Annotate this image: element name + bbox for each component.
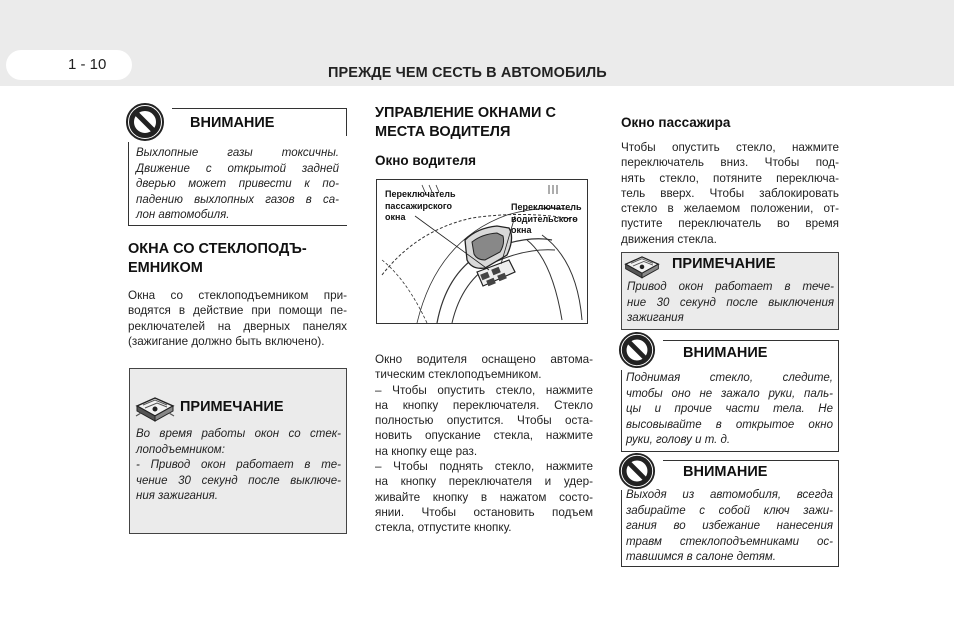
no-entry-icon (618, 331, 656, 369)
warning-title: ВНИМАНИЕ (683, 345, 768, 361)
page-number: 1 - 10 (6, 50, 132, 80)
note-title: ПРИМЕЧАНИЕ (180, 399, 284, 415)
warning-title: ВНИМАНИЕ (683, 464, 768, 480)
note-title-right: ПРИМЕЧАНИЕ (672, 256, 776, 272)
warning-left-rule (128, 142, 129, 226)
book-note-icon (133, 392, 177, 424)
label-passenger-switch: Переключатель пассажирского окна (385, 189, 456, 222)
body-driver-window: Окно водителя оснащено автома- тическим стеклоподъемником. – Чтобы опустить стекло, нажмите на кнопку переключателя. Стекло полностью опустится. Чтобы оста- новить опускание стекла, нажмите на кнопку еще раз. – Чтобы поднять стекло, нажмите на кнопку переключателя и удер- живайте кнопку в нажатом состо- янии. Чтобы остановить подъем стекла, отпустите кнопку. (375, 353, 593, 535)
heading-power-windows: ОКНА СО СТЕКЛОПОДЪ- ЕМНИКОМ (128, 241, 307, 276)
warning-bottom-rule (128, 225, 347, 226)
section-title: ПРЕЖДЕ ЧЕМ СЕСТЬ В АВТОМОБИЛЬ (328, 65, 607, 81)
no-entry-icon (618, 452, 656, 490)
body-passenger-window: Чтобы опустить стекло, нажмите переключатель вниз. Чтобы под- нять стекло, потяните переключа- тель вверх. Чтобы заблокировать стекло в желаемом положении, от- пустите переключатель во время движения стекла. (621, 141, 839, 246)
window-switch-figure (376, 179, 588, 324)
no-entry-icon (125, 102, 165, 142)
note-text: Во время работы окон со стек- лоподъемником: - Привод окон работает в те- чение 30 секунд после выключе- ния зажигания. (136, 428, 341, 503)
subheading-passenger-window: Окно пассажира (621, 115, 731, 130)
warning-right-rule (838, 460, 839, 567)
note-text-right: Привод окон работает в тече- ние 30 секунд после выключения зажигания (627, 281, 834, 325)
warning-left-rule (621, 370, 622, 452)
warning-right-rule (838, 340, 839, 452)
warning-title: ВНИМАНИЕ (190, 115, 275, 131)
warning-left-rule (621, 490, 622, 567)
warning-text: Поднимая стекло, следите, чтобы оно не зажало руки, паль- цы и прочие части тела. Не высовывайте в открытое окно руки, голову и т. д. (626, 372, 833, 447)
subheading-driver-window: Окно водителя (375, 153, 477, 168)
warning-text: Выходя из автомобиля, всегда забирайте с собой ключ зажи- гания во избежание нанесения травм стеклоподъемниками ос- тавшимся в салоне детям. (626, 489, 833, 564)
warning-text: Выхлопные газы токсичны. Движение с открытой задней дверью может привести к по- падению выхлопных газов в са- лон автомобиля. (136, 147, 339, 222)
heading-driver-controls: УПРАВЛЕНИЕ ОКНАМИ С МЕСТА ВОДИТЕЛЯ (375, 105, 556, 140)
book-note-icon (622, 251, 662, 281)
warning-bottom-rule (621, 566, 839, 567)
label-driver-switch: Переключатель водительского окна (511, 202, 582, 235)
body-power-windows: Окна со стеклоподъемником при- водятся в действие при помощи пе- реключателей на дверных панелях (зажигание должно быть включено). (128, 289, 347, 348)
